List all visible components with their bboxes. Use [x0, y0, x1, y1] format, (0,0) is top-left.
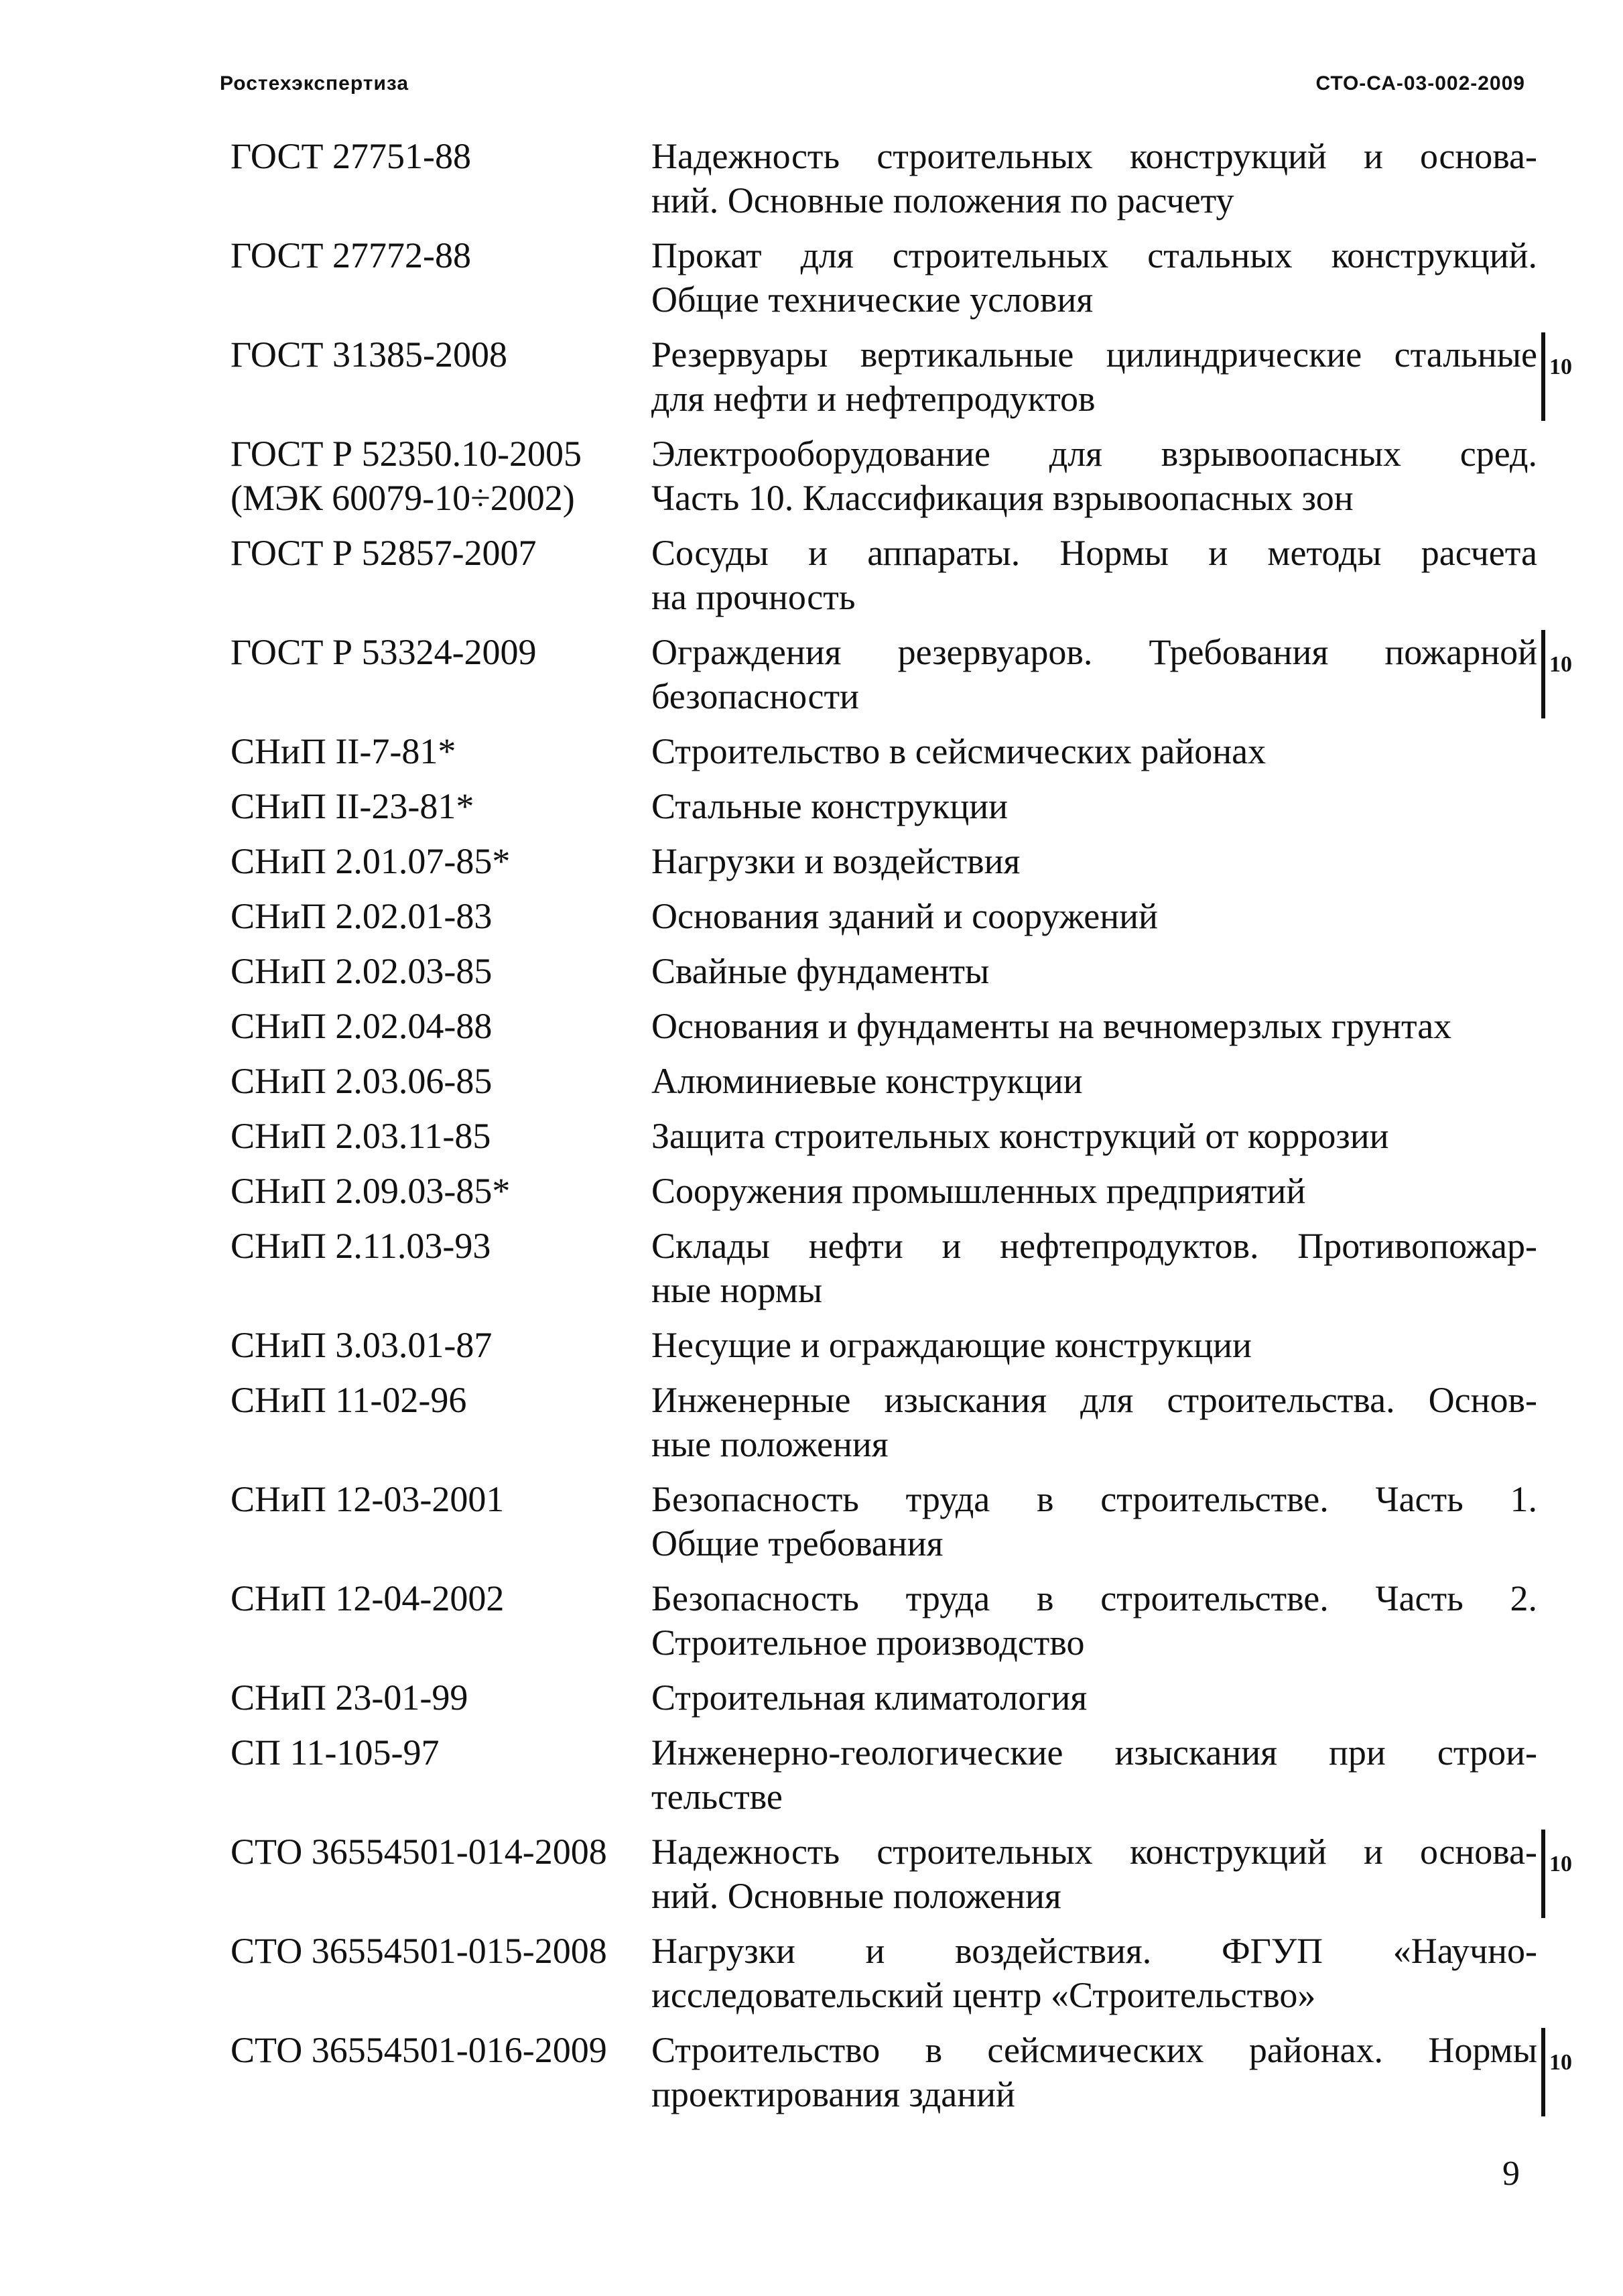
standard-title [651, 134, 1537, 222]
standard-code-line: ГОСТ 27751-88 [231, 136, 472, 176]
revision-bar [1541, 332, 1545, 421]
table-row [231, 1323, 1544, 1367]
standard-title-line: исследовательский центр «Строительство» [651, 1975, 1316, 2015]
standard-title-line: Прокат для строительных стальных конструкций. [651, 235, 1537, 275]
standard-title-line: Строительное производство [651, 1622, 1085, 1663]
standard-title-line: Строительство в сейсмических районах. Нормы [651, 2030, 1537, 2070]
table-row [231, 1059, 1544, 1103]
standard-title [651, 729, 1537, 773]
standard-code [231, 729, 651, 773]
standard-code-line: СНиП II-7-81* [231, 731, 456, 771]
table-row [231, 1114, 1544, 1158]
standard-title [651, 784, 1537, 828]
standard-title-line: ные нормы [651, 1270, 823, 1310]
standard-code [231, 432, 651, 520]
standard-code-line: ГОСТ Р 53324-2009 [231, 632, 537, 672]
standard-title [651, 630, 1537, 718]
standard-title-line: Стальные конструкции [651, 786, 1009, 826]
header-document-code: СТО-СА-03-002-2009 [1315, 72, 1525, 94]
standard-title-line: Электрооборудование для взрывоопасных сред. [651, 434, 1537, 474]
table-row [231, 233, 1544, 322]
standard-title-line: Защита строительных конструкций от коррозии [651, 1116, 1389, 1156]
standard-title [651, 1378, 1537, 1466]
revision-number: 10 [1549, 1852, 1572, 1876]
standard-title [651, 1224, 1537, 1312]
revision-bar [1541, 1830, 1545, 1918]
standard-title [651, 949, 1537, 993]
table-row [231, 531, 1544, 619]
standard-title [651, 1114, 1537, 1158]
standard-title-line: Свайные фундаменты [651, 951, 990, 991]
standard-title-line: Надежность строительных конструкций и основа- [651, 136, 1537, 176]
standard-title-line: Сооружения промышленных предприятий [651, 1171, 1306, 1211]
standard-code [231, 1323, 651, 1367]
revision-number: 10 [1549, 652, 1572, 677]
standard-code-line: СНиП 2.03.06-85 [231, 1061, 493, 1101]
standard-code [231, 894, 651, 938]
standard-code-line: СНиП 2.01.07-85* [231, 841, 511, 881]
standard-code-line: СТО 36554501-015-2008 [231, 1931, 607, 1971]
standard-title [651, 233, 1537, 322]
table-row [231, 729, 1544, 773]
table-row [231, 1929, 1544, 2017]
standard-title-line: Основания зданий и сооружений [651, 896, 1158, 936]
table-row [231, 630, 1572, 718]
standard-title [651, 1576, 1537, 1665]
standard-title-line: Строительная климатология [651, 1677, 1088, 1718]
standard-code [231, 1730, 651, 1819]
standard-title-line: Общие требования [651, 1523, 944, 1564]
standard-code-line: СНиП 12-04-2002 [231, 1578, 505, 1618]
standard-code-line: СП 11-105-97 [231, 1732, 440, 1773]
standard-code-line: СНиП 3.03.01-87 [231, 1325, 493, 1365]
table-row [231, 2028, 1572, 2116]
standard-title [651, 531, 1537, 619]
standard-code [231, 1004, 651, 1048]
revision-number: 10 [1549, 355, 1572, 379]
standard-title-line: безопасности [651, 676, 859, 716]
table-row [231, 1004, 1544, 1048]
standard-title-line: Склады нефти и нефтепродуктов. Противопожар- [651, 1226, 1537, 1266]
standard-code-line: СНиП 2.02.03-85 [231, 951, 493, 991]
standard-code [231, 1059, 651, 1103]
standard-code-line: СНиП 2.02.01-83 [231, 896, 493, 936]
table-row [231, 1477, 1544, 1566]
header-organization: Ростехэкспертиза [220, 72, 409, 94]
table-row [231, 1675, 1544, 1720]
standard-title-line: Строительство в сейсмических районах [651, 731, 1267, 771]
standard-code [231, 949, 651, 993]
standard-code [231, 1477, 651, 1566]
revision-bar [1541, 630, 1545, 718]
standard-title [651, 1675, 1537, 1720]
standard-title-line: Несущие и ограждающие конструкции [651, 1325, 1252, 1365]
standard-title [651, 1004, 1537, 1048]
standard-title-line: Инженерные изыскания для строительства. Основ- [651, 1380, 1537, 1420]
standard-title-line: на прочность [651, 577, 856, 617]
table-row [231, 432, 1544, 520]
standard-title [651, 839, 1537, 883]
standard-code [231, 630, 651, 718]
table-row [231, 1830, 1572, 1918]
revision-bar [1541, 2028, 1545, 2116]
standard-title [651, 432, 1537, 520]
standard-code-line: ГОСТ Р 52350.10-2005 [231, 434, 582, 474]
standard-title-line: Ограждения резервуаров. Требования пожарной [651, 632, 1537, 672]
standard-title-line: Нагрузки и воздействия. ФГУП «Научно- [651, 1931, 1537, 1971]
standard-title-line: Надежность строительных конструкций и основа- [651, 1832, 1537, 1872]
revision-number: 10 [1549, 2050, 1572, 2075]
table-row [231, 839, 1544, 883]
page-number: 9 [1502, 2155, 1520, 2193]
standard-title [651, 894, 1537, 938]
table-row [231, 1224, 1544, 1312]
standard-title-line: Основания и фундаменты на вечномерзлых грунтах [651, 1006, 1452, 1046]
standard-title-line: ные положения [651, 1424, 889, 1464]
standard-code-line: ГОСТ Р 52857-2007 [231, 533, 537, 573]
standard-code-line: (МЭК 60079-10÷2002) [231, 478, 575, 518]
table-row [231, 949, 1544, 993]
standard-title-line: Общие технические условия [651, 279, 1094, 320]
standard-title [651, 1830, 1537, 1918]
standard-title-line: ний. Основные положения [651, 1876, 1061, 1916]
standard-title [651, 1323, 1537, 1367]
standard-code [231, 1929, 651, 2017]
standard-title [651, 1730, 1537, 1819]
standard-code [231, 134, 651, 222]
standard-code [231, 1169, 651, 1213]
standard-code [231, 839, 651, 883]
table-row [231, 1730, 1544, 1819]
standard-code-line: СТО 36554501-016-2009 [231, 2030, 607, 2070]
standard-code [231, 1830, 651, 1918]
standard-code-line: СТО 36554501-014-2008 [231, 1832, 607, 1872]
standard-code-line: СНиП 2.09.03-85* [231, 1171, 511, 1211]
standard-title-line: Инженерно-геологические изыскания при строи- [651, 1732, 1537, 1773]
standard-code-line: СНиП 23-01-99 [231, 1677, 468, 1718]
standard-code [231, 1675, 651, 1720]
standard-code [231, 531, 651, 619]
table-row [231, 1169, 1544, 1213]
standard-code-line: СНиП 2.11.03-93 [231, 1226, 491, 1266]
standard-code-line: СНиП 11-02-96 [231, 1380, 467, 1420]
normative-references-table [231, 134, 1572, 2127]
standard-title-line: тельстве [651, 1777, 783, 1817]
standard-title-line: для нефти и нефтепродуктов [651, 379, 1096, 419]
standard-title [651, 1169, 1537, 1213]
standard-code [231, 2028, 651, 2116]
standard-code [231, 1378, 651, 1466]
table-row [231, 332, 1572, 421]
standard-title-line: Безопасность труда в строительстве. Часть 2. [651, 1578, 1537, 1618]
standard-code-line: СНиП 12-03-2001 [231, 1479, 505, 1519]
standard-code-line: СНиП II-23-81* [231, 786, 474, 826]
table-row [231, 134, 1544, 222]
standard-title [651, 2028, 1537, 2116]
standard-code [231, 1224, 651, 1312]
standard-title-line: Нагрузки и воздействия [651, 841, 1021, 881]
standard-title [651, 1477, 1537, 1566]
standard-title-line: Сосуды и аппараты. Нормы и методы расчета [651, 533, 1537, 573]
table-row [231, 894, 1544, 938]
standard-title-line: Безопасность труда в строительстве. Часть 1. [651, 1479, 1537, 1519]
standard-title [651, 332, 1537, 421]
standard-code-line: СНиП 2.03.11-85 [231, 1116, 491, 1156]
standard-title [651, 1929, 1537, 2017]
page-header [220, 72, 1525, 107]
standard-code [231, 233, 651, 322]
standard-code-line: ГОСТ 31385-2008 [231, 334, 508, 375]
standard-code [231, 332, 651, 421]
standard-title-line: проектирования зданий [651, 2074, 1015, 2114]
standard-title-line: Алюминиевые конструкции [651, 1061, 1083, 1101]
table-row [231, 1378, 1544, 1466]
standard-title-line: Часть 10. Классификация взрывоопасных зон [651, 478, 1354, 518]
standard-title-line: Резервуары вертикальные цилиндрические стальные [651, 334, 1537, 375]
standard-title-line: ний. Основные положения по расчету [651, 180, 1234, 220]
standard-code-line: ГОСТ 27772-88 [231, 235, 472, 275]
table-row [231, 784, 1544, 828]
standard-code [231, 1114, 651, 1158]
standard-code [231, 1576, 651, 1665]
standard-code [231, 784, 651, 828]
standard-title [651, 1059, 1537, 1103]
table-row [231, 1576, 1544, 1665]
standard-code-line: СНиП 2.02.04-88 [231, 1006, 493, 1046]
